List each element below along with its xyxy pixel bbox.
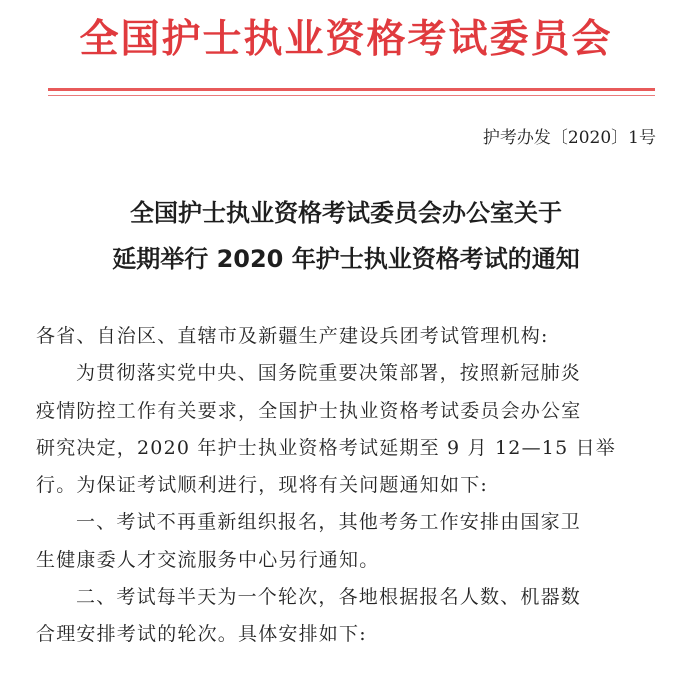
document-title-line-2: 延期举行 2020 年护士执业资格考试的通知 [112, 245, 580, 273]
paragraph-line: 二、考试每半天为一个轮次，各地根据报名人数、机器数 [76, 586, 582, 609]
paragraph-line: 行。为保证考试顺利进行，现将有关问题通知如下: [36, 474, 489, 497]
letterhead-red-rule [48, 88, 655, 91]
paragraph-line: 研究决定，2020 年护士执业资格考试延期至 9 月 12—15 日举 [36, 436, 616, 459]
paragraph-line: 疫情防控工作有关要求，全国护士执业资格考试委员会办公室 [36, 399, 582, 422]
paragraph-line: 为贯彻落实党中央、国务院重要决策部署，按照新冠肺炎 [76, 362, 582, 385]
letterhead-org-name: 全国护士执业资格考试委员会 [79, 17, 613, 62]
paragraph-line: 合理安排考试的轮次。具体安排如下: [36, 623, 367, 646]
document-body [36, 318, 666, 654]
document-number: 护考办发〔2020〕1号 [482, 128, 656, 148]
paragraph-line: 一、考试不再重新组织报名，其他考务工作安排由国家卫 [76, 511, 582, 534]
letterhead-red-rule-thin [48, 95, 655, 96]
paragraph-line: 生健康委人才交流服务中心另行通知。 [36, 548, 380, 571]
document-title-line-1: 全国护士执业资格考试委员会办公室关于 [130, 199, 562, 227]
salutation: 各省、自治区、直辖市及新疆生产建设兵团考试管理机构: [36, 325, 549, 347]
